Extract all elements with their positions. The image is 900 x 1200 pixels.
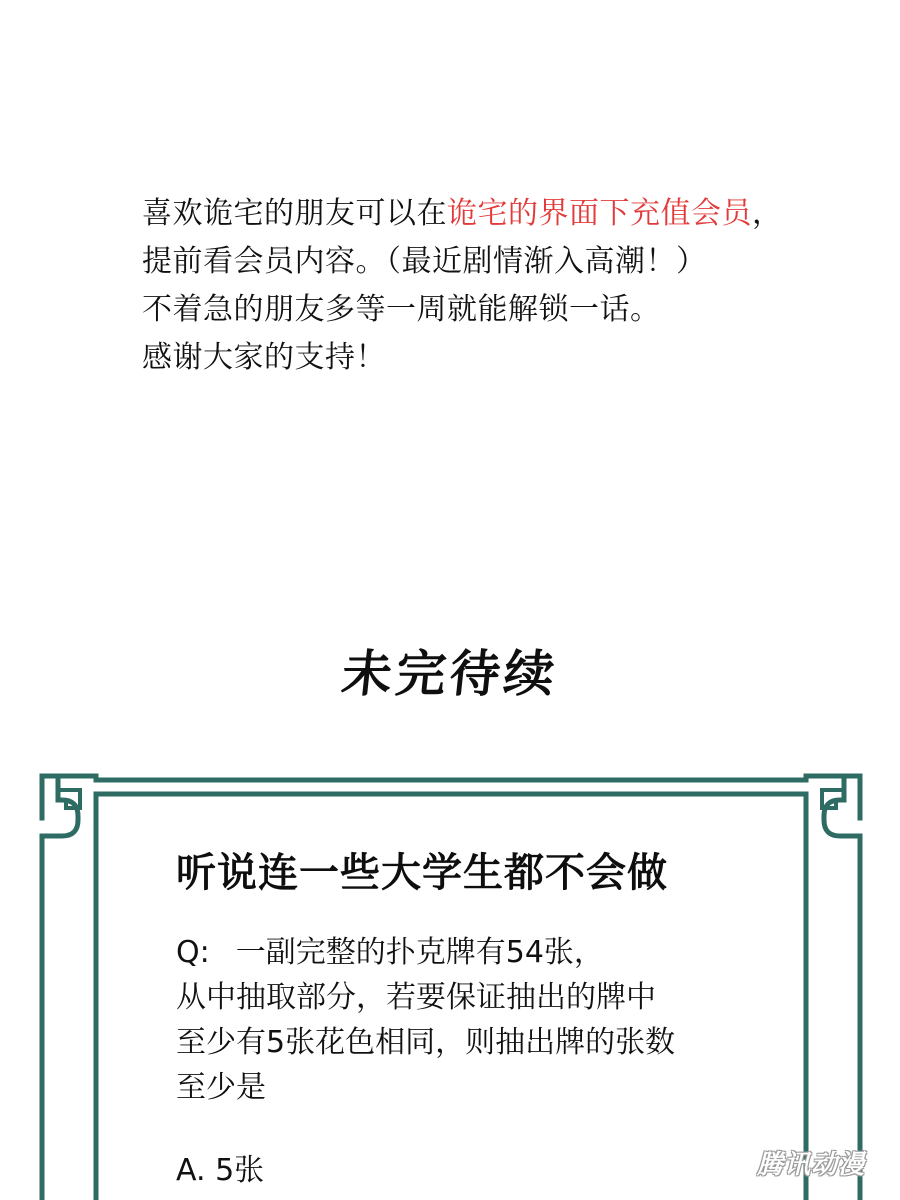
question-label: Q: xyxy=(176,935,210,970)
quiz-title: 听说连一些大学生都不会做 xyxy=(176,849,668,896)
question-text-1: 一副完整的扑克牌有54张， xyxy=(235,935,604,970)
notice-line-1-prefix: 喜欢诡宅的朋友可以在 xyxy=(142,196,447,231)
question-line-2: 从中抽取部分，若要保证抽出的牌中 xyxy=(176,980,656,1015)
watermark-logo: 腾讯动漫 xyxy=(756,1150,865,1180)
notice-line-3: 不着急的朋友多等一周就能解锁一话。 xyxy=(142,292,661,327)
notice-text xyxy=(142,190,862,382)
quiz-question xyxy=(176,930,675,1110)
notice-line-4: 感谢大家的支持！ xyxy=(142,340,386,375)
vip-recharge-highlight: 诡宅的界面下充值会员 xyxy=(447,196,752,231)
quiz-option-a: A. 5张 xyxy=(176,1153,265,1188)
notice-line-1-suffix: ， xyxy=(752,196,783,231)
notice-line-1 xyxy=(142,190,862,238)
question-line-1 xyxy=(176,930,675,975)
question-line-4: 至少是 xyxy=(176,1070,266,1105)
notice-line-2: 提前看会员内容。（最近剧情渐入高潮！） xyxy=(142,244,707,279)
to-be-continued-title: 未完待续 xyxy=(338,644,562,703)
question-line-3: 至少有5张花色相同，则抽出牌的张数 xyxy=(176,1025,676,1060)
